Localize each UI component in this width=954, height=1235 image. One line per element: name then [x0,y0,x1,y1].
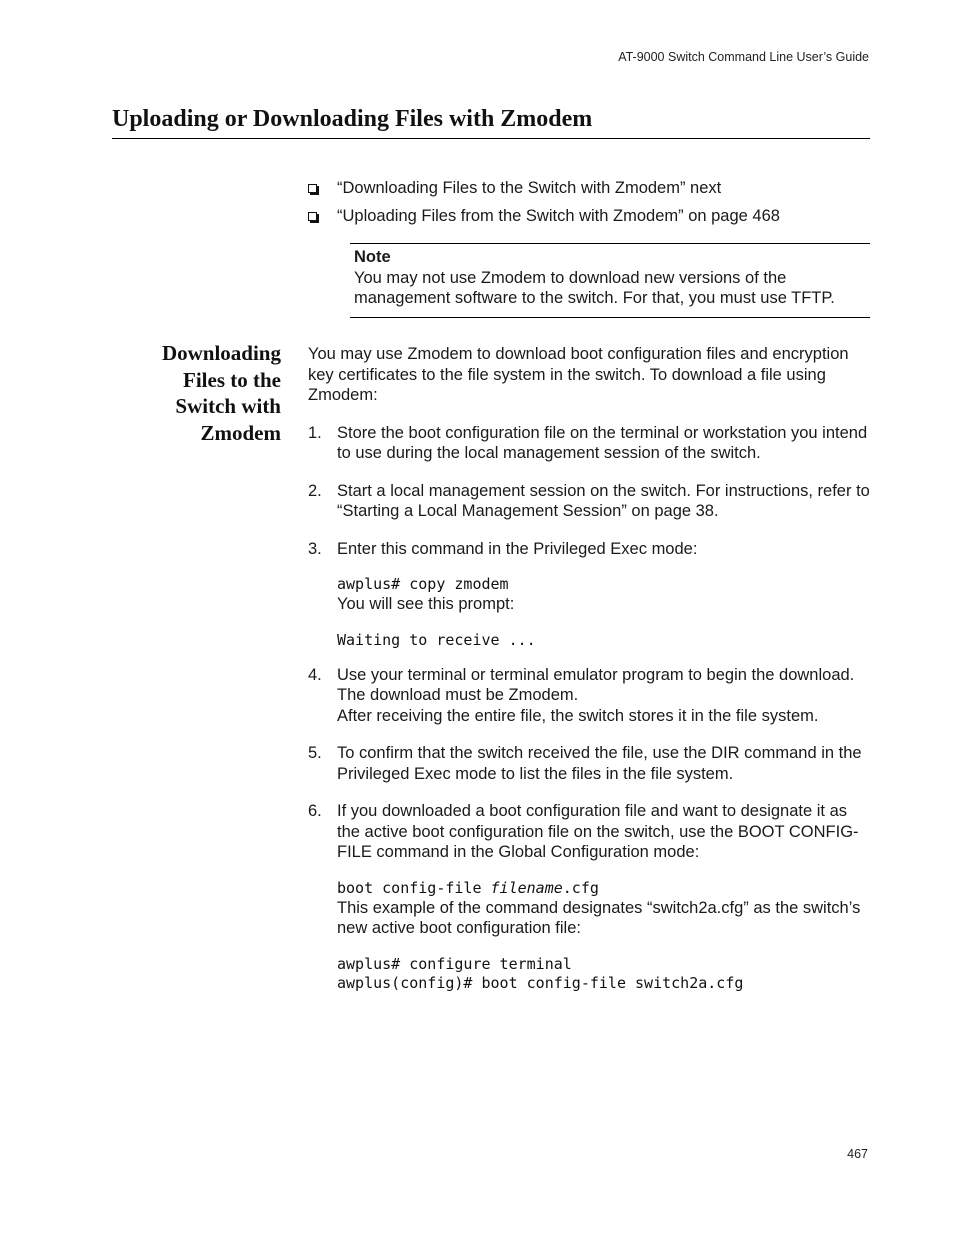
subsection-body [308,344,870,993]
subsection-heading-line: Files to the [183,367,281,392]
command-example-line: awplus# configure terminal [337,954,572,973]
step-text: If you downloaded a boot configuration file and want to designate it as the active boot configuration file on the switch, use the BOOT CONFIG-FILE command in the Global Configuration mode: [337,802,859,861]
note-text: You may not use Zmodem to download new versions of the management software to the switch. For that, you must use TFTP. [354,268,835,307]
procedure-step [308,743,870,784]
procedure-step [308,665,870,727]
subsection-heading-line: Switch with [175,394,281,418]
page-number: 467 [847,1147,868,1161]
subsection-heading [110,340,281,446]
note-box [350,243,870,318]
topic-list-item-text: “Downloading Files to the Switch with Zmodem” next [337,179,722,197]
section-title: Uploading or Downloading Files with Zmodem [112,106,870,139]
intro-paragraph: You may use Zmodem to download boot configuration files and encryption key certificates to the file system in the switch. To download a file using Zmodem: [308,345,849,404]
command-syntax-prefix: boot config-file [337,878,491,897]
step-text: Use your terminal or terminal emulator program to begin the download. The download must be Zmodem. [337,665,855,704]
topic-list-item-text: “Uploading Files from the Switch with Zmodem” on page 468 [337,207,780,225]
step-number: 1. [308,423,322,442]
note-title: Note [354,248,391,266]
subsection-heading-line: Downloading [161,341,281,365]
command-example: awplus# copy zmodem [337,575,509,593]
command-syntax-argument: filename [490,878,563,897]
command-syntax-suffix: .cfg [562,878,599,897]
step-followup-text: You will see this prompt: [337,595,515,613]
procedure-step [308,539,870,650]
procedure-step [308,801,870,993]
step-text: Enter this command in the Privileged Exec mode: [337,539,698,558]
topic-list-item [308,206,868,226]
step-text: Start a local management session on the switch. For instructions, refer to “Starting a Local Management Session” on page 38. [337,481,870,520]
checkbox-bullet-icon [308,212,317,221]
procedure-step [308,481,870,522]
step-number: 5. [308,744,322,762]
step-followup-text: This example of the command designates “switch2a.cfg” as the switch’s new active boot configuration file: [337,898,861,937]
running-header: AT-9000 Switch Command Line User’s Guide [618,50,869,64]
step-number: 2. [308,481,322,500]
topic-list-item [308,178,868,198]
procedure-step [308,423,870,464]
command-example [337,955,870,993]
command-example-line: awplus(config)# boot config-file switch2a.cfg [337,973,744,992]
step-text: To confirm that the switch received the file, use the DIR command in the Privileged Exec mode to list the files in the file system. [337,744,862,783]
command-syntax [337,879,870,898]
step-number: 6. [308,802,322,820]
prompt-example: Waiting to receive ... [337,630,536,649]
topic-list [308,178,868,234]
subsection-heading-line: Zmodem [200,420,281,445]
step-number: 4. [308,665,322,684]
checkbox-bullet-icon [308,184,317,193]
step-followup-text: After receiving the entire file, the switch stores it in the file system. [337,706,819,725]
step-number: 3. [308,539,322,558]
step-text: Store the boot configuration file on the terminal or workstation you intend to use during the local management session of the switch. [337,423,868,462]
